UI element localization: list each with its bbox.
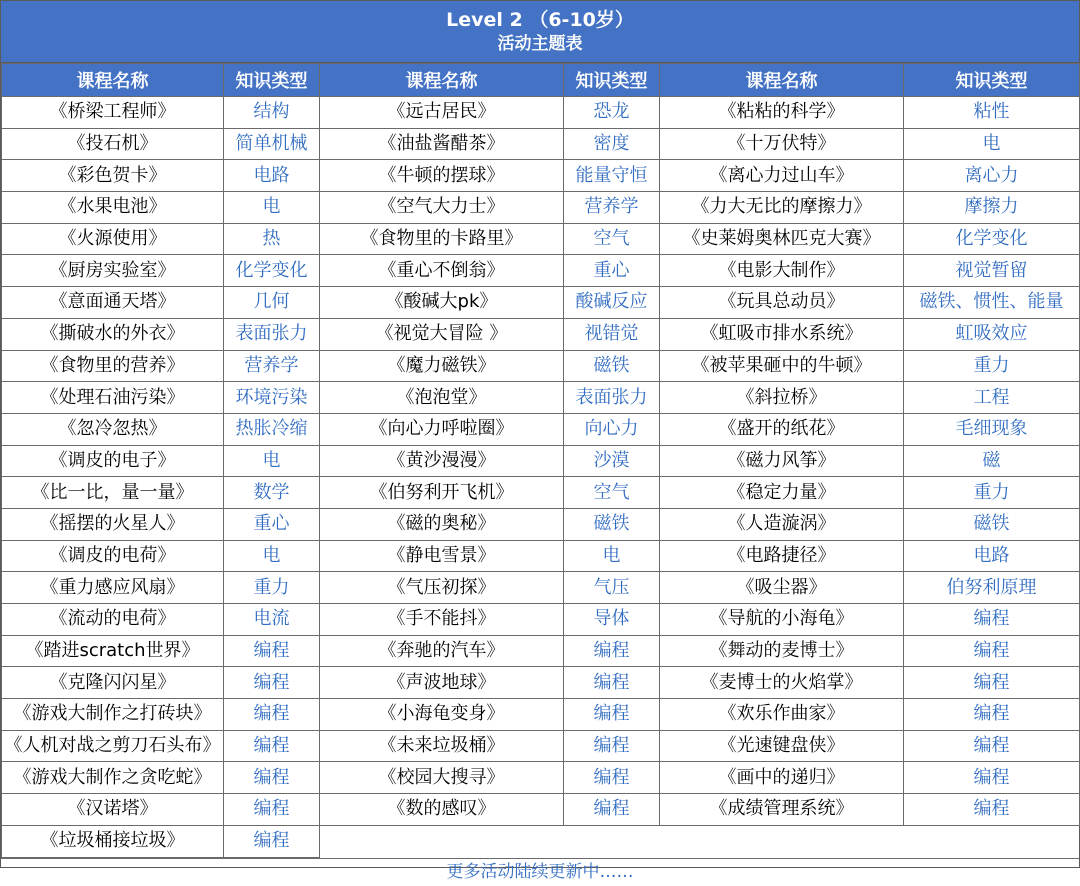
course-name-cell: 《油盐酱醋茶》 (320, 128, 564, 160)
course-name-cell: 《人机对战之剪刀石头布》 (2, 730, 224, 762)
course-name-cell: 《重心不倒翁》 (320, 255, 564, 287)
course-name-cell: 《气压初探》 (320, 572, 564, 604)
knowledge-type-cell: 粘性 (904, 97, 1080, 129)
table-row (2, 128, 1080, 160)
knowledge-type-cell: 电路 (904, 540, 1080, 572)
course-name-cell: 《踏进scratch世界》 (2, 635, 224, 667)
table-row (2, 350, 1080, 382)
knowledge-type-cell: 密度 (564, 128, 660, 160)
more-activities-note: 更多活动陆续更新中…… (1, 858, 1079, 886)
course-name-cell: 《玩具总动员》 (660, 287, 904, 319)
knowledge-type-cell: 电流 (224, 604, 320, 636)
course-name-cell: 《游戏大制作之打砖块》 (2, 699, 224, 731)
course-name-cell: 《向心力呼啦圈》 (320, 413, 564, 445)
course-name-cell (320, 825, 564, 857)
course-name-cell: 《被苹果砸中的牛顿》 (660, 350, 904, 382)
course-name-cell: 《十万伏特》 (660, 128, 904, 160)
knowledge-type-cell: 导体 (564, 604, 660, 636)
course-name-cell: 《手不能抖》 (320, 604, 564, 636)
table-row (2, 382, 1080, 414)
course-name-cell: 《食物里的营养》 (2, 350, 224, 382)
table-row (2, 97, 1080, 129)
knowledge-type-cell: 编程 (904, 635, 1080, 667)
table-row (2, 667, 1080, 699)
knowledge-type-cell: 表面张力 (564, 382, 660, 414)
knowledge-type-cell: 编程 (904, 604, 1080, 636)
course-name-cell: 《声波地球》 (320, 667, 564, 699)
course-name-cell: 《食物里的卡路里》 (320, 223, 564, 255)
knowledge-type-cell: 编程 (224, 825, 320, 857)
knowledge-type-cell: 表面张力 (224, 318, 320, 350)
table-title-banner (1, 1, 1079, 63)
course-name-cell: 《吸尘器》 (660, 572, 904, 604)
header-course-name: 课程名称 (320, 64, 564, 97)
knowledge-type-cell: 空气 (564, 477, 660, 509)
knowledge-type-cell: 离心力 (904, 160, 1080, 192)
knowledge-type-cell: 编程 (904, 699, 1080, 731)
table-row (2, 508, 1080, 540)
table-row (2, 730, 1080, 762)
knowledge-type-cell: 磁 (904, 445, 1080, 477)
knowledge-type-cell: 简单机械 (224, 128, 320, 160)
course-name-cell: 《重力感应风扇》 (2, 572, 224, 604)
course-name-cell: 《麦博士的火焰掌》 (660, 667, 904, 699)
knowledge-type-cell: 恐龙 (564, 97, 660, 129)
header-course-name: 课程名称 (2, 64, 224, 97)
table-row (2, 572, 1080, 604)
knowledge-type-cell: 磁铁 (904, 508, 1080, 540)
knowledge-type-cell: 电 (224, 445, 320, 477)
knowledge-type-cell: 编程 (224, 699, 320, 731)
course-name-cell: 《稳定力量》 (660, 477, 904, 509)
course-name-cell: 《调皮的电子》 (2, 445, 224, 477)
table-row (2, 477, 1080, 509)
knowledge-type-cell: 编程 (224, 635, 320, 667)
knowledge-type-cell: 化学变化 (904, 223, 1080, 255)
knowledge-type-cell: 磁铁 (564, 508, 660, 540)
course-name-cell: 《磁的奥秘》 (320, 508, 564, 540)
course-name-cell: 《舞动的麦博士》 (660, 635, 904, 667)
knowledge-type-cell: 几何 (224, 287, 320, 319)
knowledge-type-cell: 营养学 (224, 350, 320, 382)
knowledge-type-cell: 化学变化 (224, 255, 320, 287)
course-name-cell: 《虹吸市排水系统》 (660, 318, 904, 350)
header-knowledge-type: 知识类型 (904, 64, 1080, 97)
knowledge-type-cell: 视错觉 (564, 318, 660, 350)
knowledge-type-cell: 编程 (564, 635, 660, 667)
course-name-cell: 《画中的递归》 (660, 762, 904, 794)
course-name-cell: 《摇摆的火星人》 (2, 508, 224, 540)
course-name-cell: 《调皮的电荷》 (2, 540, 224, 572)
header-course-name: 课程名称 (660, 64, 904, 97)
course-name-cell: 《水果电池》 (2, 192, 224, 224)
knowledge-type-cell: 编程 (224, 730, 320, 762)
knowledge-type-cell: 视觉暂留 (904, 255, 1080, 287)
knowledge-type-cell: 电 (904, 128, 1080, 160)
course-name-cell: 《意面通天塔》 (2, 287, 224, 319)
knowledge-type-cell: 重力 (224, 572, 320, 604)
knowledge-type-cell: 电路 (224, 160, 320, 192)
knowledge-type-cell: 编程 (564, 794, 660, 826)
knowledge-type-cell: 电 (224, 192, 320, 224)
course-name-cell: 《电路捷径》 (660, 540, 904, 572)
table-subtitle: 活动主题表 (497, 33, 583, 54)
course-name-cell: 《游戏大制作之贪吃蛇》 (2, 762, 224, 794)
knowledge-type-cell: 编程 (224, 667, 320, 699)
course-name-cell: 《牛顿的摆球》 (320, 160, 564, 192)
knowledge-type-cell: 编程 (904, 762, 1080, 794)
course-name-cell: 《盛开的纸花》 (660, 413, 904, 445)
knowledge-type-cell: 编程 (904, 667, 1080, 699)
course-name-cell: 《静电雪景》 (320, 540, 564, 572)
course-name-cell: 《汉诺塔》 (2, 794, 224, 826)
course-name-cell: 《小海龟变身》 (320, 699, 564, 731)
knowledge-type-cell: 磁铁、惯性、能量 (904, 287, 1080, 319)
knowledge-type-cell: 摩擦力 (904, 192, 1080, 224)
knowledge-type-cell: 伯努利原理 (904, 572, 1080, 604)
course-name-cell: 《厨房实验室》 (2, 255, 224, 287)
table-row (2, 762, 1080, 794)
table-row (2, 445, 1080, 477)
knowledge-type-cell: 毛细现象 (904, 413, 1080, 445)
knowledge-type-cell: 热 (224, 223, 320, 255)
course-name-cell: 《离心力过山车》 (660, 160, 904, 192)
knowledge-type-cell: 编程 (564, 699, 660, 731)
knowledge-type-cell: 重力 (904, 350, 1080, 382)
knowledge-type-cell: 空气 (564, 223, 660, 255)
knowledge-type-cell: 电 (564, 540, 660, 572)
course-name-cell: 《空气大力士》 (320, 192, 564, 224)
course-name-cell: 《数的感叹》 (320, 794, 564, 826)
course-name-cell: 《黄沙漫漫》 (320, 445, 564, 477)
knowledge-type-cell: 工程 (904, 382, 1080, 414)
knowledge-type-cell: 磁铁 (564, 350, 660, 382)
course-name-cell: 《校园大搜寻》 (320, 762, 564, 794)
table-row (2, 540, 1080, 572)
course-name-cell: 《处理石油污染》 (2, 382, 224, 414)
knowledge-type-cell (904, 825, 1080, 857)
course-name-cell: 《电影大制作》 (660, 255, 904, 287)
knowledge-type-cell: 重心 (564, 255, 660, 287)
table-row (2, 635, 1080, 667)
course-name-cell: 《忽冷忽热》 (2, 413, 224, 445)
knowledge-type-cell: 向心力 (564, 413, 660, 445)
course-name-cell: 《酸碱大pk》 (320, 287, 564, 319)
activity-topic-table (1, 63, 1080, 858)
knowledge-type-cell: 编程 (224, 794, 320, 826)
knowledge-type-cell: 沙漠 (564, 445, 660, 477)
course-name-cell: 《磁力风筝》 (660, 445, 904, 477)
knowledge-type-cell: 编程 (904, 730, 1080, 762)
course-name-cell: 《光速键盘侠》 (660, 730, 904, 762)
knowledge-type-cell: 能量守恒 (564, 160, 660, 192)
course-name-cell: 《撕破水的外衣》 (2, 318, 224, 350)
table-row (2, 604, 1080, 636)
table-row (2, 413, 1080, 445)
course-name-cell (660, 825, 904, 857)
knowledge-type-cell: 编程 (564, 762, 660, 794)
course-name-cell: 《比一比，量一量》 (2, 477, 224, 509)
knowledge-type-cell: 环境污染 (224, 382, 320, 414)
knowledge-type-cell: 营养学 (564, 192, 660, 224)
header-knowledge-type: 知识类型 (564, 64, 660, 97)
course-name-cell: 《未来垃圾桶》 (320, 730, 564, 762)
knowledge-type-cell: 重力 (904, 477, 1080, 509)
course-name-cell: 《斜拉桥》 (660, 382, 904, 414)
header-knowledge-type: 知识类型 (224, 64, 320, 97)
knowledge-type-cell: 气压 (564, 572, 660, 604)
knowledge-type-cell: 重心 (224, 508, 320, 540)
table-row (2, 255, 1080, 287)
table-row (2, 794, 1080, 826)
knowledge-type-cell: 编程 (224, 762, 320, 794)
knowledge-type-cell: 编程 (904, 794, 1080, 826)
course-name-cell: 《视觉大冒险 》 (320, 318, 564, 350)
knowledge-type-cell: 热胀冷缩 (224, 413, 320, 445)
table-row (2, 223, 1080, 255)
course-name-cell: 《粘粘的科学》 (660, 97, 904, 129)
course-name-cell: 《彩色贺卡》 (2, 160, 224, 192)
course-name-cell: 《欢乐作曲家》 (660, 699, 904, 731)
knowledge-type-cell: 数学 (224, 477, 320, 509)
course-name-cell: 《导航的小海龟》 (660, 604, 904, 636)
course-name-cell: 《魔力磁铁》 (320, 350, 564, 382)
knowledge-type-cell: 电 (224, 540, 320, 572)
table-body (2, 97, 1080, 858)
course-name-cell: 《人造漩涡》 (660, 508, 904, 540)
course-name-cell: 《投石机》 (2, 128, 224, 160)
course-name-cell: 《伯努利开飞机》 (320, 477, 564, 509)
course-name-cell: 《奔驰的汽车》 (320, 635, 564, 667)
course-name-cell: 《垃圾桶接垃圾》 (2, 825, 224, 857)
table-row (2, 192, 1080, 224)
table-row (2, 287, 1080, 319)
knowledge-type-cell: 结构 (224, 97, 320, 129)
table-row (2, 699, 1080, 731)
course-name-cell: 《桥梁工程师》 (2, 97, 224, 129)
course-name-cell: 《火源使用》 (2, 223, 224, 255)
course-name-cell: 《史莱姆奥林匹克大赛》 (660, 223, 904, 255)
knowledge-type-cell: 酸碱反应 (564, 287, 660, 319)
table-header-row (2, 64, 1080, 97)
knowledge-type-cell: 编程 (564, 730, 660, 762)
course-name-cell: 《克隆闪闪星》 (2, 667, 224, 699)
knowledge-type-cell (564, 825, 660, 857)
course-name-cell: 《远古居民》 (320, 97, 564, 129)
knowledge-type-cell: 虹吸效应 (904, 318, 1080, 350)
table-row (2, 160, 1080, 192)
course-name-cell: 《流动的电荷》 (2, 604, 224, 636)
knowledge-type-cell: 编程 (564, 667, 660, 699)
course-name-cell: 《泡泡堂》 (320, 382, 564, 414)
level-title: Level 2 （6-10岁） (446, 8, 634, 31)
course-name-cell: 《成绩管理系统》 (660, 794, 904, 826)
table-row (2, 825, 1080, 857)
table-row (2, 318, 1080, 350)
course-name-cell: 《力大无比的摩擦力》 (660, 192, 904, 224)
